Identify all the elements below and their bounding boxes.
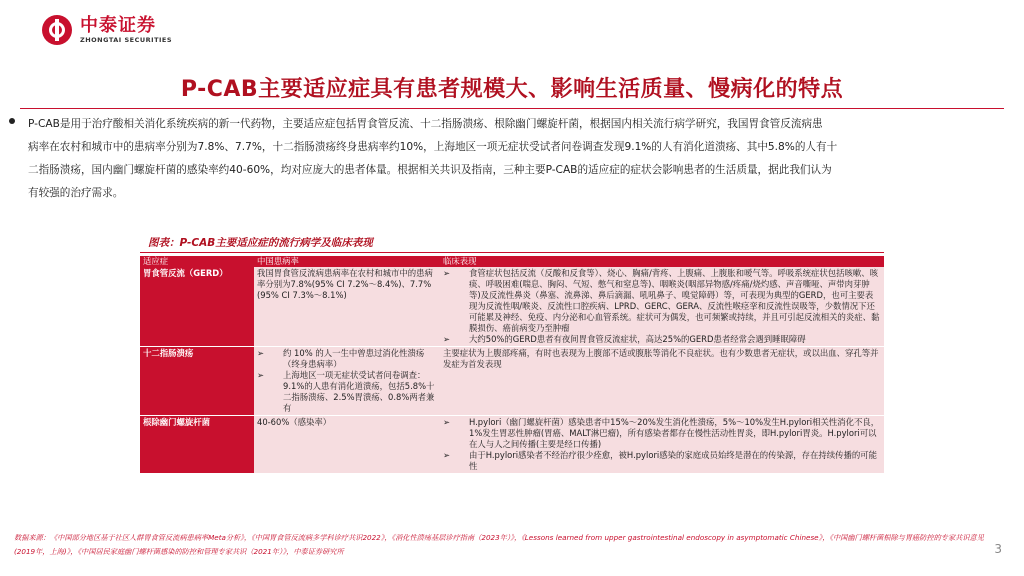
table-row: [140, 416, 884, 474]
list-item: ➢ 约 10% 的人一生中曾患过消化性溃疡（终身患病率）: [257, 348, 425, 369]
list-item: ➢ 食管症状包括反流（反酸和反食等）、烧心、胸痛/背疼、上腹痛、上腹胀和嗳气等。呼吸系统症状包括咳嗽、咳痰、呼吸困难(喘息、胸闷、气短、憋气和窒息等)、咽喉炎(咽部异物感/疼痛/烧灼感、声音嘶哑、声带肉芽肿等)及反流性鼻炎（鼻塞、流鼻涕、鼻后滴漏、吼吼鼻子、嗅觉障碍）等，可表现为典型的GERD，也可主要表现为反流性咽/喉炎、反流性口腔疾病、LPRD、GERC、GERA、反流性喉痉挛和反流性误吸等，少数情况下还可能累及神经、免疫、内分泌和心血管系统。症状可为偶发，也可频繁或持续，并且可引起反流相关的炎症、黏膜损伤、癌前病变乃至肿瘤: [443, 268, 880, 333]
figure-divider: [140, 252, 884, 253]
list-item: ➢ 由于H.pylori感染者不经治疗很少痊愈，被H.pylori感染的家庭成员始终是潜在的传染源，存在持续传播的可能性: [443, 450, 877, 471]
clinical-text: 主要症状为上腹部疼痛，有时也表现为上腹部不适或腹胀等消化不良症状。也有少数患者无症状，或以出血、穿孔等并发症为首发表现: [443, 348, 879, 369]
logo-name-en: ZHONGTAI SECURITIES: [80, 35, 173, 44]
arrow-bullet-icon: ➢: [443, 417, 451, 427]
logo-name-cn: 中泰证券: [80, 14, 156, 36]
zhongtai-logo-icon: [42, 15, 72, 45]
list-item: ➢ H.pylori（幽门螺旋杆菌）感染患者中15%～20%发生消化性溃疡，5%～10%发生H.pylori相关性消化不良，1%发生胃恶性肿瘤(胃癌、MALT淋巴瘤)，所有感染者都存在慢性活动性胃炎，即H.pylori胃炎。H.pylori可以在人与人之间传播(主要是经口传播): [443, 417, 880, 449]
bullet-dot-icon: [9, 118, 15, 124]
page-title: P-CAB主要适应症具有患者规模大、影响生活质量、慢病化的特点: [180, 77, 844, 102]
indication-name: 根除幽门螺旋杆菌: [140, 416, 254, 474]
clinical-cell: [440, 347, 884, 416]
arrow-bullet-icon: ➢: [443, 450, 451, 460]
indication-name: 胃食管反流（GERD）: [140, 267, 254, 347]
prevalence-text: 40-60%（感染率）: [257, 417, 332, 427]
arrow-bullet-icon: ➢: [257, 370, 265, 380]
prevalence-text: 我国胃食管反流病患病率在农村和城市中的患病率分别为7.8%(95% CI 7.2%～8.4%)、7.7%(95% CI 7.3%～8.1%): [257, 268, 433, 300]
list-item: ➢ 大约50%的GERD患者有夜间胃食管反流症状，高达25%的GERD患者经常会遇到睡眠障碍: [443, 334, 806, 344]
table-header-row: [140, 256, 884, 267]
list-item: ➢ 上海地区一项无症状受试者问卷调查：9.1%的人患有消化道溃疡，包括5.8%十二指肠溃疡、2.5%胃溃疡、0.8%两者兼有: [257, 370, 435, 413]
clinical-cell: [440, 416, 884, 474]
arrow-bullet-icon: ➢: [443, 334, 451, 344]
arrow-bullet-icon: ➢: [443, 268, 451, 278]
column-header: 临床表现: [440, 256, 884, 267]
column-header: 适应症: [140, 256, 254, 267]
column-header: 中国患病率: [254, 256, 440, 267]
page-number: 3: [994, 542, 1002, 556]
arrow-bullet-icon: ➢: [257, 348, 265, 358]
table-row: [140, 347, 884, 416]
paragraph-line: P-CAB是用于治疗酸相关消化系统疾病的新一代药物，主要适应症包括胃食管反流、十二指肠溃疡、根除幽门螺旋杆菌，根据国内相关流行病学研究，我国胃食管反流病患: [28, 118, 823, 130]
table-row: [140, 267, 884, 347]
paragraph-line: 有较强的治疗需求。: [28, 187, 124, 199]
clinical-cell: [440, 267, 884, 347]
paragraph-line: 病率在农村和城市中的患病率分别为7.8%、7.7%，十二指肠溃疡终身患病率约10%，上海地区一项无症状受试者问卷调查发现9.1%的人有消化道溃疡、其中5.8%的人有十: [28, 141, 838, 153]
paragraph-line: 二指肠溃疡，国内幽门螺旋杆菌的感染率约40-60%，均对应庞大的患者体量。根据相关共识及指南，三种主要P-CAB的适应症的症状会影响患者的生活质量，据此我们认为: [28, 164, 832, 176]
indication-name: 十二指肠溃疡: [140, 347, 254, 416]
title-divider: [20, 108, 1004, 109]
prevalence-cell: [254, 347, 440, 416]
indication-table: [140, 256, 884, 474]
prevalence-cell: [254, 267, 440, 347]
summary-paragraph: [28, 113, 998, 205]
company-logo: [42, 12, 202, 48]
prevalence-cell: [254, 416, 440, 474]
figure-caption: 图表：P-CAB主要适应症的流行病学及临床表现: [148, 237, 373, 249]
source-note: 数据来源：《中国部分地区基于社区人群胃食管反流病患病率Meta分析》，《中国胃食管反流病多学科诊疗共识2022》，《消化性溃疡基层诊疗指南（2023年）》，《Lessons learned from upper gastrointestinal endoscopy in asymptomatic Chinese》，《中国幽门螺杆菌根除与胃癌防控的专家共识意见(2019年，上海)》，《中国居民家庭幽门螺杆菌感染的防控和管理专家共识（2021年）》，中泰证券研究所: [14, 533, 984, 556]
